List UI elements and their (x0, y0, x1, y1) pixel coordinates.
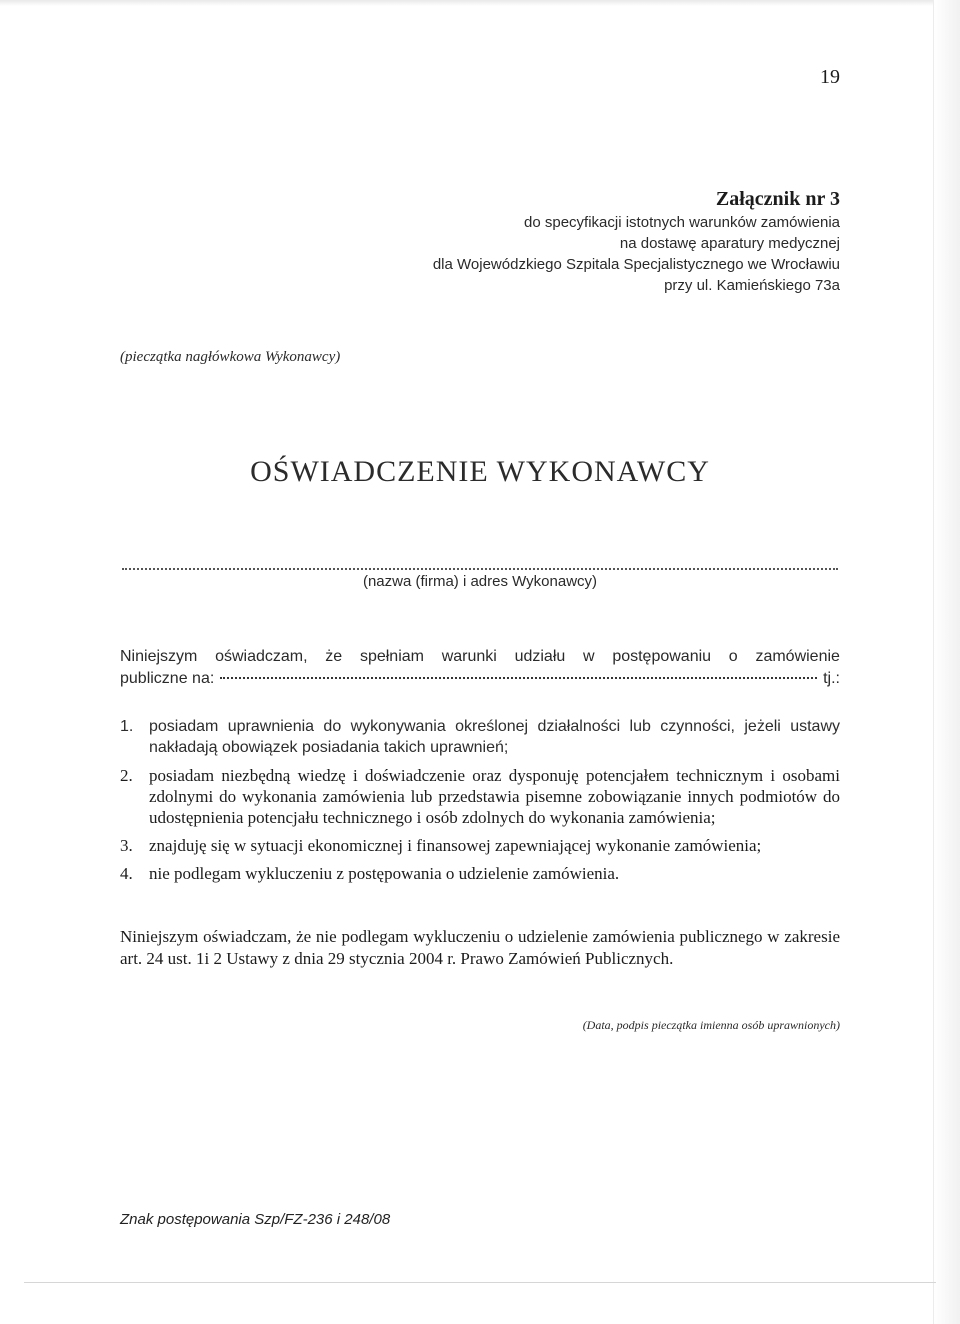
condition-number: 2. (120, 766, 133, 785)
scan-edge-top (0, 0, 960, 6)
condition-number: 1. (120, 718, 134, 735)
annex-header (320, 186, 840, 296)
condition-item (120, 863, 840, 884)
annex-line: do specyfikacji istotnych warunków zamówienia (524, 214, 840, 231)
intro-word: postępowaniu (612, 648, 712, 665)
condition-item (120, 765, 840, 828)
annex-title: Załącznik nr 3 (715, 188, 840, 210)
contractor-name-field (122, 568, 838, 570)
intro-start: publiczne na: (120, 670, 215, 687)
intro-word: że (325, 648, 343, 665)
annex-line: na dostawę aparatury medycznej (619, 235, 840, 252)
subject-fill-line (220, 677, 817, 679)
condition-text: posiadam niezbędną wiedzę i doświadczenie oraz dysponuję potencjałem technicznym i osobami zdolnymi do wykonania zamówienia lub przedstawia pisemne zobowiązanie innych podmiotów do udostępnienia potencjału technicznego i osób zdolnych do wykonania zamówienia; (149, 766, 840, 827)
document-title: OŚWIADCZENIE WYKONAWCY (250, 455, 710, 488)
condition-item (120, 716, 840, 758)
intro-word: o (728, 648, 738, 665)
signature-label: (Data, podpis pieczątka imienna osób uprawnionych) (582, 1018, 840, 1032)
contractor-name-caption: (nazwa (firma) i adres Wykonawcy) (362, 573, 598, 590)
intro-paragraph (120, 646, 840, 690)
scan-edge-right (933, 0, 960, 1324)
page-number: 19 (820, 66, 840, 88)
condition-text: znajduję się w sytuacji ekonomicznej i finansowej zapewniającej wykonanie zamówienia; (149, 836, 762, 855)
intro-end: tj.: (823, 670, 840, 687)
intro-word: w (583, 648, 595, 665)
intro-line-2 (120, 668, 840, 690)
condition-item (120, 835, 840, 856)
intro-word: zamówienie (755, 648, 840, 665)
annex-line: dla Wojewódzkiego Szpitala Specjalistycznego we Wrocławiu (432, 256, 840, 273)
condition-text: posiadam uprawnienia do wykonywania określonej działalności lub czynności, jeżeli ustawy nakładają obowiązek posiadania takich uprawnień; (149, 718, 840, 756)
intro-word: warunki (441, 648, 497, 665)
intro-word: udziału (514, 648, 566, 665)
condition-number: 4. (120, 864, 133, 883)
closing-statement: Niniejszym oświadczam, że nie podlegam wykluczeniu o udzielenie zamówienia publicznego w zakresie art. 24 ust. 1i 2 Ustawy z dnia 29 stycznia 2004 r. Prawo Zamówień Publicznych. (120, 927, 840, 968)
procedure-reference: Znak postępowania Szp/FZ-236 i 248/08 (120, 1211, 391, 1228)
condition-number: 3. (120, 836, 133, 855)
condition-text: nie podlegam wykluczeniu z postępowania o udzielenie zamówienia. (149, 864, 620, 883)
intro-line-1 (120, 646, 840, 668)
annex-line: przy ul. Kamieńskiego 73a (664, 277, 840, 294)
conditions-list (120, 716, 840, 891)
intro-word: Niniejszym (120, 648, 198, 665)
scan-edge-bottom (24, 1282, 936, 1283)
intro-word: spełniam (359, 648, 424, 665)
stamp-label: (pieczątka nagłówkowa Wykonawcy) (120, 349, 341, 365)
intro-word: oświadczam, (215, 648, 308, 665)
